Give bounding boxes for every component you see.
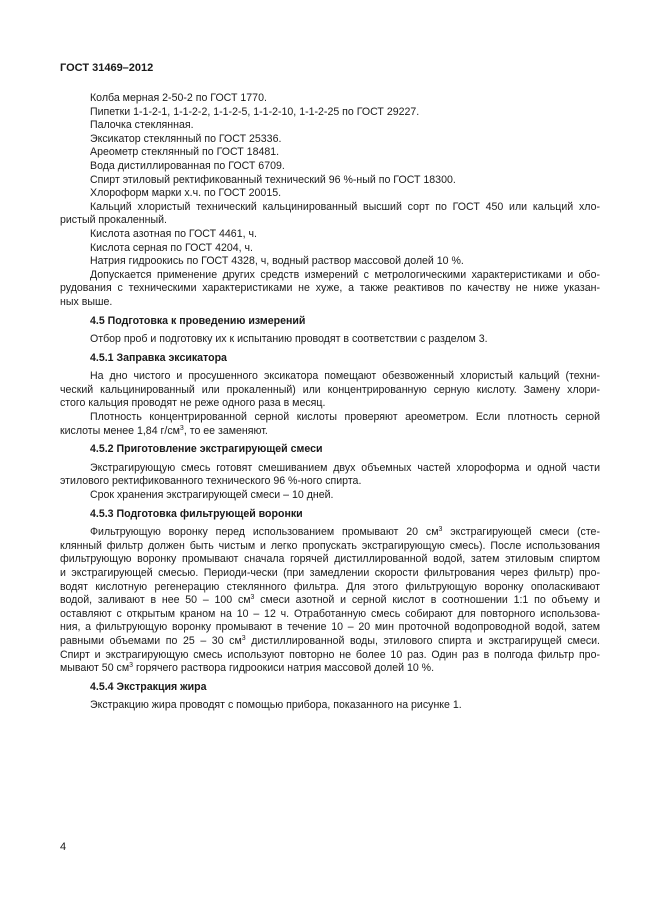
text-line: Отбор проб и подготовку их к испытанию проводят в соответствии с разделом 3. (90, 333, 488, 346)
text-line: мывают 50 $см^3$ горячего раствора гидроокиси натрия массовой долей 10 %. (60, 662, 435, 675)
text-line: Фильтрующую воронку перед использованием промывают 20 $см^3$ экстрагирующей смеси (сте- (90, 526, 600, 539)
text-line: Натрия гидроокись по ГОСТ 4328, ч, водный раствор массовой долей 10 %. (90, 255, 464, 268)
section-heading-4-5: 4.5 Подготовка к проведению измерений (90, 314, 306, 327)
text-line: ния, а фильтрующую воронку промывают в течение 10 – 20 мин проточной водопроводной водой, затем (60, 621, 600, 634)
text-line: равными объемами по 25 – 30 $см^3$ дистиллированной воды, этилового спирта и экстрагирущей смеси. (60, 634, 601, 647)
text-line: стого кальция проводят не реже одного раза в месяц. (60, 397, 326, 410)
section-heading-4-5-1: 4.5.1 Заправка эксикатора (90, 351, 227, 364)
text-line: Пипетки 1-1-2-1, 1-1-2-2, 1-1-2-5, 1-1-2-10, 1-1-2-25 по ГОСТ 29227. (90, 105, 420, 118)
text-line: рудования с техническими характеристиками не хуже, а также реактивов по качеству не ниже указан- (60, 282, 600, 295)
text-line: ных выше. (60, 295, 113, 308)
text-line: этилового ректификованного технического 96 %-ного спирта. (60, 475, 362, 488)
text-line: Вода дистиллированная по ГОСТ 6709. (90, 159, 285, 172)
page-number: 4 (60, 841, 67, 853)
text-line: Допускается применение других средств измерений с метрологическими характеристиками и обо- (90, 268, 600, 281)
text-line: Эксикатор стеклянный по ГОСТ 25336. (90, 132, 282, 145)
text-line: Срок хранения экстрагирующей смеси – 10 дней. (90, 489, 334, 502)
section-heading-4-5-2: 4.5.2 Приготовление экстрагирующей смеси (90, 443, 323, 456)
text-line: водой, заливают в нее 50 – 100 $см^3$ смеси азотной и серной кислот в соотношении 1:1 по объему и (60, 594, 600, 607)
text-line: Плотность концентрированной серной кислоты проверяют ареометром. Если плотность серной (90, 411, 600, 424)
text-line: Спирт и экстрагирующую смесь используют повторно не более 10 раз. Один раз в полгода фильтр про- (60, 648, 600, 661)
text-line: Колба мерная 2-50-2 по ГОСТ 1770. (90, 92, 267, 104)
text-line: фильтрующую воронку промывают сначала горячей дистиллированной водой, затем этиловым спиртом (60, 553, 600, 566)
text-line: Палочка стеклянная. (90, 119, 194, 132)
text-line: Экстракцию жира проводят с помощью прибора, показанного на рисунке 1. (90, 699, 462, 712)
text-line: водят кислотную регенерацию стеклянного фильтра. Для этого фильтрующую воронку ополаскивают (60, 580, 600, 593)
text-line: Ареометр стеклянный по ГОСТ 18481. (90, 146, 280, 159)
text-line: Спирт этиловый ректификованный технический 96 %-ный по ГОСТ 18300. (90, 173, 456, 186)
text-line: ристый прокаленный. (60, 214, 167, 227)
section-heading-4-5-3: 4.5.3 Подготовка фильтрующей воронки (90, 507, 303, 520)
text-line: ческий кальцинированный или прокаленный) или концентрированную серную кислоту. Замену хлори- (60, 383, 600, 396)
text-line: Экстрагирующую смесь готовят смешиванием двух объемных частей хлороформа и одной части (90, 461, 600, 474)
text-line: На дно чистого и просушенного эксикатора помещают обезвоженный хлористый кальций (техни- (90, 370, 600, 383)
text-line: Кальций хлористый технический кальцинированный высший сорт по ГОСТ 450 или кальций хло- (90, 200, 600, 213)
document-body (60, 92, 600, 713)
text-line: Кислота азотная по ГОСТ 4461, ч. (90, 227, 257, 240)
text-line: Кислота серная по ГОСТ 4204, ч. (90, 241, 253, 254)
text-line: и экстрагирующей смесью. Периоди-чески (при замедлении скорости фильтрования через фильтр) про- (60, 567, 600, 579)
text-line: Хлороформ марки х.ч. по ГОСТ 20015. (90, 187, 282, 200)
section-heading-4-5-4: 4.5.4 Экстракция жира (90, 680, 207, 693)
document-code-header: ГОСТ 31469–2012 (60, 62, 154, 74)
text-line: клянный фильтр должен быть чистым и легко пропускать экстрагирующую смесь). После использования (60, 539, 600, 552)
text-line: оставляют с открытым краном на 10 – 12 ч. Отработанную смесь собирают для повторного использова- (60, 607, 600, 620)
text-line: кислоты менее 1,84 $г/см^3$, то ее заменяют. (60, 424, 268, 437)
